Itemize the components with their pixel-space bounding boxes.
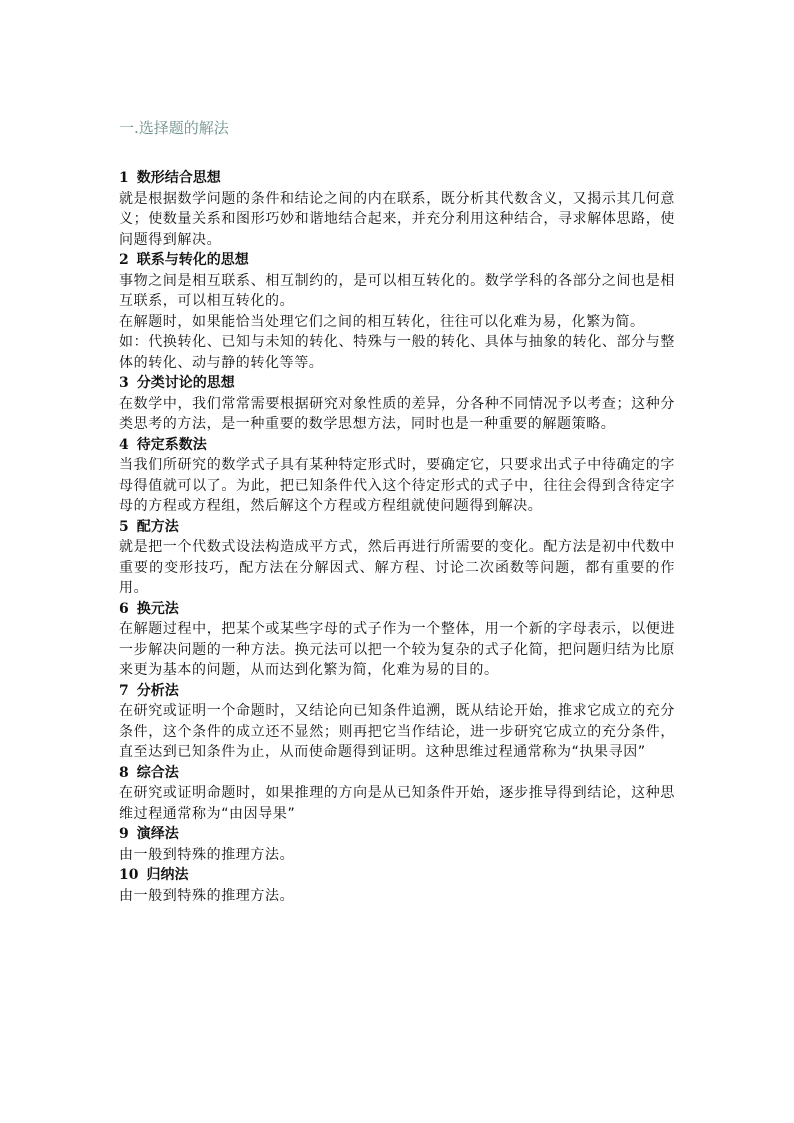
- section-paragraph: 就是根据数学问题的条件和结论之间的内在联系，既分析其代数含义，又揭示其几何意义；使数量关系和图形巧妙和谐地结合起来，并充分利用这种结合，寻求解体思路，使问题得到解决。: [119, 190, 675, 248]
- section-paragraph: 如：代换转化、已知与未知的转化、特殊与一般的转化、具体与抽象的转化、部分与整体的转化、动与静的转化等等。: [119, 334, 675, 371]
- document-title: 一.选择题的解法: [119, 119, 229, 137]
- section-number: 4: [119, 436, 129, 453]
- section-heading-text: 分类讨论的思想: [136, 375, 235, 391]
- section-heading-text: 换元法: [136, 600, 179, 617]
- section-number: 1: [119, 170, 129, 186]
- sections-container: [119, 168, 675, 906]
- section-paragraph: 在解题时，如果能恰当处理它们之间的相互转化，往往可以化难为易，化繁为简。: [119, 313, 645, 330]
- section-paragraph: 在研究或证明命题时，如果推理的方向是从已知条件开始，逐步推导得到结论，这种思维过程通常称为“由因导果”: [119, 785, 675, 822]
- section: [119, 250, 675, 373]
- section-heading-text: 配方法: [136, 518, 179, 535]
- section: [119, 373, 675, 435]
- section-number: 9: [119, 826, 129, 842]
- section: [119, 681, 675, 763]
- section-heading: [119, 865, 675, 886]
- section-paragraph: 由一般到特殊的推理方法。: [119, 846, 295, 863]
- section-heading: [119, 763, 675, 784]
- section-paragraph: 就是把一个代数式设法构造成平方式，然后再进行所需要的变化。配方法是初中代数中重要的变形技巧，配方法在分解因式、解方程、讨论二次函数等问题，都有重要的作用。: [119, 539, 675, 596]
- section-number: 7: [119, 682, 129, 699]
- section-heading: [119, 681, 675, 702]
- section: [119, 763, 675, 825]
- section-paragraph: 在数学中，我们常常需要根据研究对象性质的差异，分各种不同情况予以考查；这种分类思考的方法，是一种重要的数学思想方法，同时也是一种重要的解题策略。: [119, 395, 675, 432]
- section: [119, 517, 675, 599]
- section-heading-text: 演绎法: [136, 826, 179, 842]
- section-number: 2: [119, 252, 129, 268]
- section-heading: [119, 599, 675, 620]
- section-number: 10: [119, 867, 139, 883]
- section-heading: [119, 517, 675, 538]
- section-paragraph: 在解题过程中，把某个或某些字母的式子作为一个整体，用一个新的字母表示，以便进一步解决问题的一种方法。换元法可以把一个较为复杂的式子化简，把问题归结为比原来更为基本的问题，从而达到化繁为简，化难为易的目的。: [119, 621, 675, 678]
- section: [119, 599, 675, 681]
- section-heading: [119, 168, 675, 189]
- section-heading: [119, 435, 675, 456]
- section-number: 3: [119, 375, 129, 391]
- section-paragraph: 当我们所研究的数学式子具有某种特定形式时，要确定它，只要求出式子中待确定的字母得值就可以了。为此，把已知条件代入这个待定形式的式子中，往往会得到含待定字母的方程或方程组，然后解这个方程或方程组就使问题得到解决。: [119, 457, 675, 514]
- section: [119, 435, 675, 517]
- section-heading: [119, 250, 675, 271]
- section-heading-text: 分析法: [136, 682, 179, 699]
- section-number: 8: [119, 764, 129, 781]
- section-heading-text: 联系与转化的思想: [136, 252, 249, 268]
- document-page: [119, 116, 675, 906]
- section-number: 5: [119, 518, 129, 535]
- section-heading-text: 归纳法: [146, 867, 189, 883]
- section-heading: [119, 373, 675, 394]
- section-paragraph: 由一般到特殊的推理方法。: [119, 887, 295, 904]
- section-heading-text: 综合法: [136, 764, 179, 781]
- section-heading: [119, 824, 675, 845]
- section: [119, 865, 675, 906]
- section: [119, 168, 675, 250]
- section-paragraph: 在研究或证明一个命题时，又结论向已知条件追溯，既从结论开始，推求它成立的充分条件，这个条件的成立还不显然；则再把它当作结论，进一步研究它成立的充分条件，直至达到已知条件为止，从而使命题得到证明。这种思维过程通常称为“执果寻因”: [119, 703, 675, 760]
- section: [119, 824, 675, 865]
- section-paragraph: 事物之间是相互联系、相互制约的，是可以相互转化的。数学学科的各部分之间也是相互联系，可以相互转化的。: [119, 272, 675, 309]
- section-heading-text: 待定系数法: [136, 436, 207, 453]
- section-heading-text: 数形结合思想: [136, 170, 221, 186]
- section-number: 6: [119, 600, 129, 617]
